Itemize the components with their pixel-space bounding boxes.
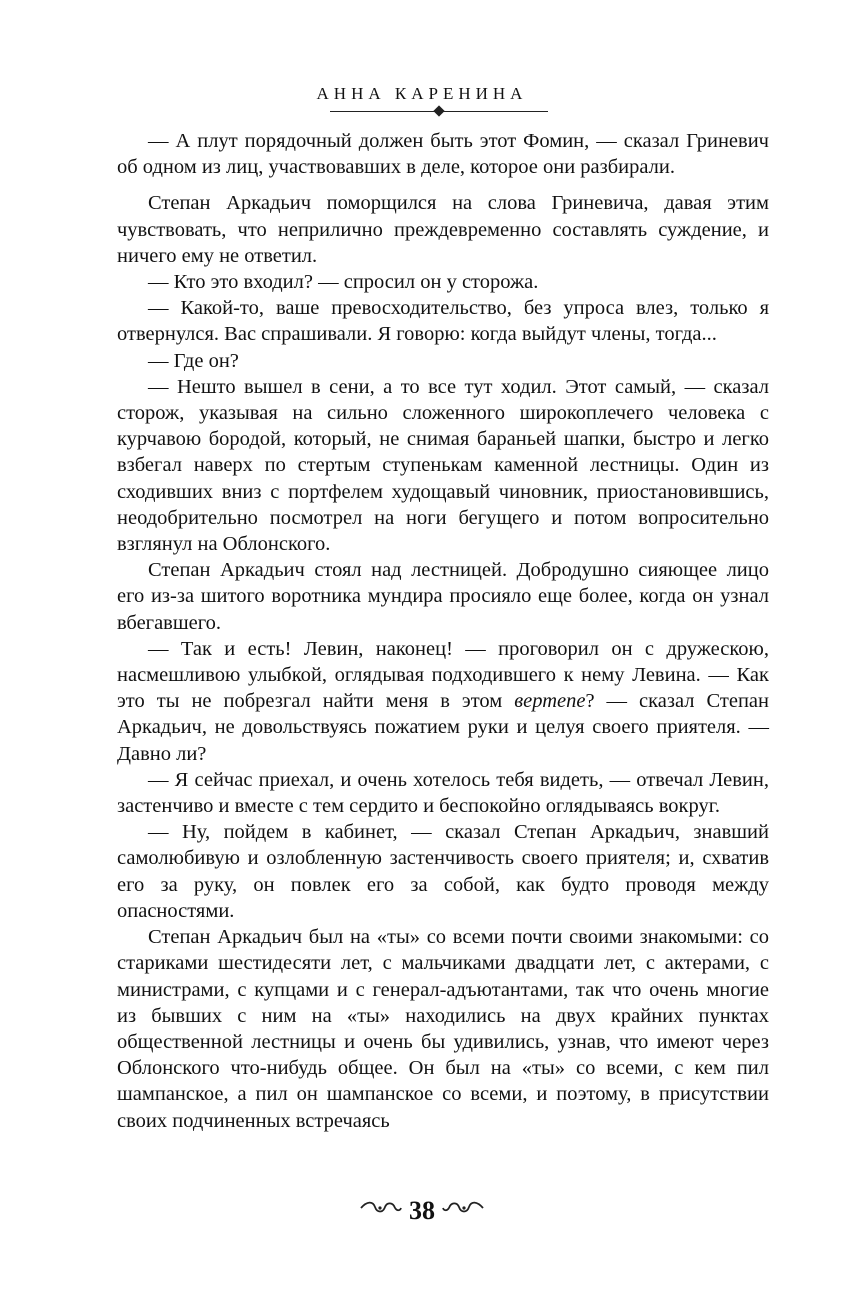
folio (359, 1196, 485, 1226)
ornament-flourish-right-icon (441, 1199, 485, 1223)
ornament-flourish-left-icon (359, 1199, 403, 1223)
paragraph: — Кто это входил? — спросил он у сторожа. (148, 271, 539, 294)
body-text (117, 128, 769, 1134)
book-title: АННА КАРЕНИНА (316, 84, 528, 103)
paragraph: — Нешто вышел в сени, а то все тут ходил. Этот самый, — сказал сторож, указывая на сильно сложенного широкоплечего человека с курчавою бородой, который, не снимая бараньей шапки, быстро и легко взбегал наверх по стертым ступенькам каменной лестницы. Один из сходивших вниз с портфелем худощавый чиновник, приостановившись, неодобрительно посмотрел на ноги бегущего и потом вопросительно взглянул на Облонского. (117, 375, 769, 556)
paragraph: Степан Аркадьич поморщился на слова Гриневича, давая этим чувствовать, что неприлично преждевременно составлять суждение, и ничего ему не ответил. (117, 192, 769, 267)
paragraph: — А плут порядочный должен быть этот Фомин, — сказал Гриневич об одном из лиц, участвовавших в деле, которое они разбирали. (117, 130, 769, 179)
paragraph: — Ну, пойдем в кабинет, — сказал Степан Аркадьич, знавший самолюбивую и озлобленную застенчивость своего приятеля; и, схватив его за руку, он повлек его за собой, как будто проводя между опасностями. (117, 821, 769, 922)
page-number: 38 (409, 1196, 435, 1225)
paragraph-text: ? — сказал Степан Аркадьич, не довольствуясь пожатием руки и целуя своего приятеля. — Давно ли? (117, 690, 769, 765)
emphasized-word: вертепе (514, 690, 586, 713)
paragraph: — Какой-то, ваше превосходительство, без упроса влез, только я отвернулся. Вас спрашивали. Я говорю: когда выйдут члены, тогда... (117, 297, 769, 346)
paragraph: Степан Аркадьич стоял над лестницей. Добродушно сияющее лицо его из-за шитого воротника мундира просияло еще более, когда он узнал вбегавшего. (117, 559, 769, 634)
header-diamond-ornament (433, 105, 444, 116)
paragraph-text: — Так и есть! Левин, наконец! — проговорил он с дружескою, насмешливою улыбкой, оглядывая подходившего к нему Левина. — Как это ты не побрезгал найти меня в этом (117, 637, 769, 713)
paragraph: Степан Аркадьич был на «ты» со всеми почти своими знакомыми: со стариками шестидесяти лет, с мальчиками двадцати лет, с актерами, с министрами, с купцами и с генерал-адъютантами, так что очень многие из бывших с ним на «ты» находились на двух крайних пунктах общественной лестницы и очень бы удивились, узнав, что имеют через Облонского что-нибудь общее. Он был на «ты» со всеми, с кем пил шампанское, а пил он шампанское со всеми, и поэтому, в присутствии своих подчиненных встречаясь (117, 926, 769, 1132)
paragraph (117, 636, 769, 767)
paragraph: — Я сейчас приехал, и очень хотелось тебя видеть, — отвечал Левин, застенчиво и вместе с тем сердито и беспокойно оглядываясь вокруг. (117, 768, 769, 818)
page-footer (0, 1196, 844, 1226)
paragraph: — Где он? (148, 349, 239, 372)
running-header (0, 84, 844, 104)
